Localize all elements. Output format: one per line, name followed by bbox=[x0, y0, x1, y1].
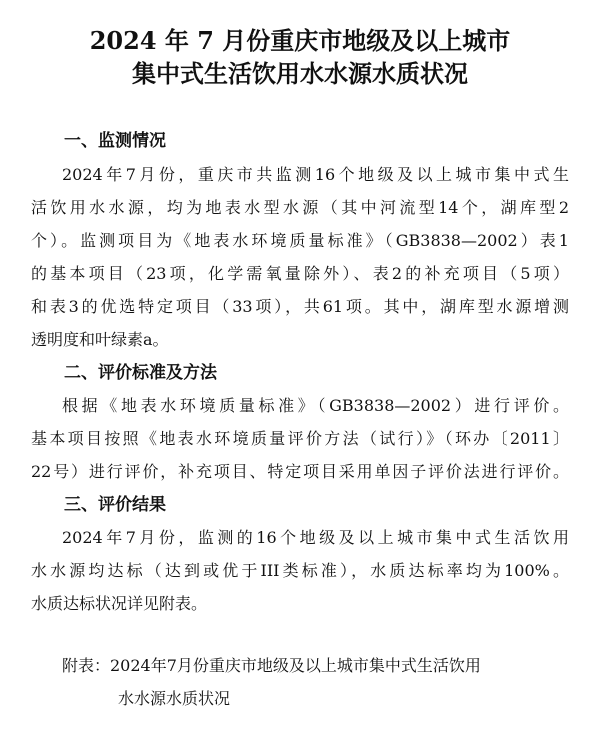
paragraph-line: 透明度和叶绿素a。 bbox=[31, 330, 169, 349]
annex-note-line-2: 水水源水质状况 bbox=[118, 689, 231, 708]
paragraph-line: 个）。监测项目为《地表水环境质量标准》（GB3838—2002）表1 bbox=[31, 231, 569, 250]
section-heading-monitoring: 一、监测情况 bbox=[64, 131, 166, 151]
paragraph-line: 水质达标状况详见附表。 bbox=[31, 594, 208, 613]
paragraph-line: 根据《地表水环境质量标准》（GB3838—2002）进行评价。 bbox=[62, 396, 569, 415]
paragraph-line: 和表3的优选特定项目（33项），共61项。其中，湖库型水源增测 bbox=[31, 297, 569, 316]
paragraph-line: 活饮用水水源，均为地表水型水源（其中河流型14个，湖库型2 bbox=[31, 198, 569, 217]
section-heading-criteria: 二、评价标准及方法 bbox=[64, 363, 217, 383]
paragraph-line: 2024年7月份，监测的16个地级及以上城市集中式生活饮用 bbox=[62, 528, 569, 547]
paragraph-line: 基本项目按照《地表水环境质量评价方法（试行）》（环办〔2011〕 bbox=[31, 429, 569, 448]
paragraph-line: 的基本项目（23项，化学需氧量除外）、表2的补充项目（5项） bbox=[31, 264, 569, 283]
document-title-line-2: 集中式生活饮用水水源水质状况 bbox=[132, 59, 468, 88]
section-heading-results: 三、评价结果 bbox=[64, 495, 166, 515]
document-title-line-1: 2024 年 7 月份重庆市地级及以上城市 bbox=[89, 26, 511, 55]
paragraph-line: 水水源均达标（达到或优于III类标准），水质达标率均为100%。 bbox=[31, 561, 569, 580]
annex-note-line-1: 附表：2024年7月份重庆市地级及以上城市集中式生活饮用 bbox=[62, 656, 481, 675]
paragraph-line: 2024年7月份，重庆市共监测16个地级及以上城市集中式生 bbox=[62, 165, 569, 184]
paragraph-line: 22号）进行评价，补充项目、特定项目采用单因子评价法进行评价。 bbox=[31, 462, 569, 481]
